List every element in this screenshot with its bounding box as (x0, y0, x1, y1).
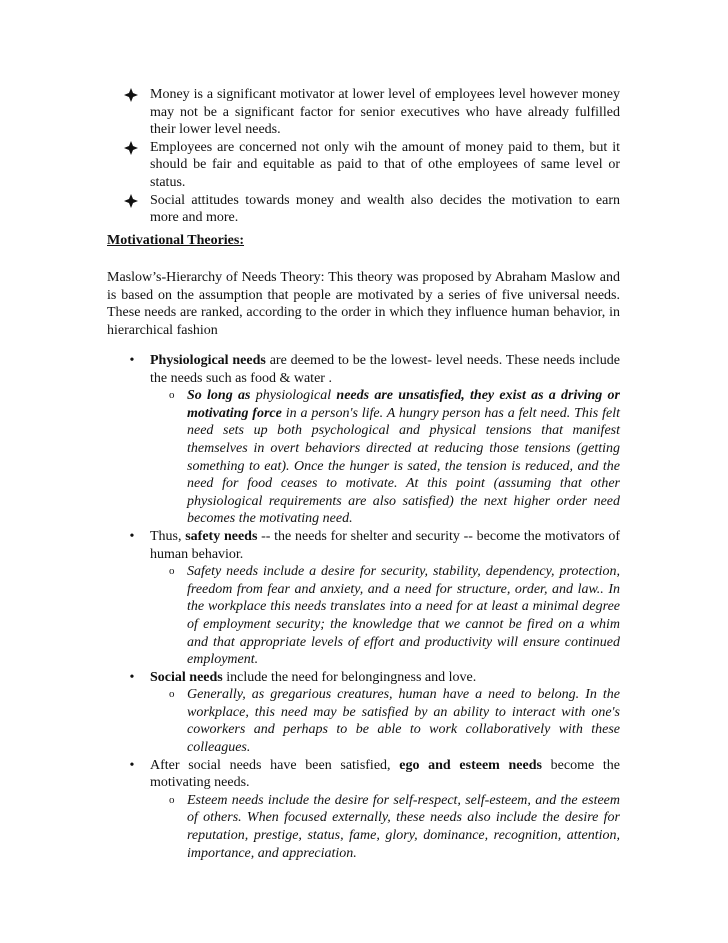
bullet-dot-icon: • (129, 353, 135, 368)
need-lead: After social needs have been satisfied, (150, 757, 400, 773)
bullet-text: Social attitudes towards money and wealth also decides the motivation to earn more and more. (150, 192, 620, 226)
bullet-text: Money is a significant motivator at lower level of employees level however money may not be a significant factor for senior executives who have already fulfilled their lower level needs. (150, 87, 620, 138)
need-item-physiological (121, 352, 620, 387)
circle-bullet-icon: o (169, 565, 175, 578)
need-item-esteem (121, 757, 620, 792)
sub-text: So long as physiological needs are unsatisfied, they exist as a driving or motivating force in a person's life. A hungry person has a felt need. This felt need sets up both psychological and physical tensions that manifest themselves in overt behaviors directed at reducing those tensions (getting something to eat). Once the hunger is sated, the tension is reduced, and the need for food ceases to motivate. At this point (assuming that other physiological requirements are also satisfied) the next higher order need becomes the motivating need. (187, 388, 620, 527)
bullet-dot-icon: • (129, 757, 135, 773)
needs-list (121, 352, 620, 862)
sub-text: Esteem needs include the desire for self-respect, self-esteem, and the esteem of others. When focused externally, these needs also include the desire for reputation, prestige, status, fame, glory, dominance, recognition, attention, importance, and appreciation. (187, 792, 620, 861)
need-bold-term: Social needs (150, 669, 223, 685)
need-rest: -- the needs for shelter and security -- become the motivators of human behavior. (150, 528, 621, 562)
maslow-intro-paragraph: Maslow’s-Hierarchy of Needs Theory: This theory was proposed by Abraham Maslow and is based on the assumption that people are motivated by a series of five universal needs. These needs are ranked, according to the order in which they influence human behavior, in hierarchical fashion (107, 270, 620, 338)
bullet-text: Employees are concerned not only wih the amount of money paid to them, but it should be fair and equitable as paid to that of othe employees of same level or status. (150, 139, 620, 190)
list-item (124, 139, 620, 192)
list-item (124, 86, 620, 139)
need-item-safety (121, 528, 620, 563)
need-bold-term: safety needs (185, 528, 258, 544)
sub-item (121, 792, 620, 862)
bullet-dot-icon: • (129, 528, 135, 544)
diamond-bullet-icon (124, 141, 138, 155)
need-rest: include the need for belongingness and love. (222, 669, 477, 685)
bullet-dot-icon: • (129, 669, 135, 685)
sub-text: Generally, as gregarious creatures, human have a need to belong. In the workplace, this need may be satisfied by an ability to interact with one's coworkers and perhaps to be able to work collaboratively with these colleagues. (187, 687, 620, 756)
sub-item (121, 686, 620, 756)
need-rest: are deemed to be the lowest- level needs. These needs include the needs such as food & water . (150, 353, 620, 386)
list-item (124, 192, 620, 227)
section-heading: Motivational Theories: (107, 233, 245, 248)
circle-bullet-icon: o (169, 389, 175, 402)
circle-bullet-icon: o (169, 793, 175, 806)
sub-item (121, 387, 620, 528)
need-rest: become the motivating needs. (150, 757, 620, 791)
need-bold-term: ego and esteem needs (399, 757, 542, 773)
diamond-bullet-icon (124, 88, 138, 102)
need-bold-term: Physiological needs (150, 353, 266, 368)
circle-bullet-icon: o (169, 688, 175, 701)
need-lead: Thus, (150, 528, 186, 544)
money-bullet-list (124, 86, 620, 227)
need-item-social (121, 669, 620, 687)
sub-item (121, 563, 620, 669)
sub-text: Safety needs include a desire for security, stability, dependency, protection, freedom from fear and anxiety, and a need for structure, order, and law.. In the workplace this needs translates into a need for at least a minimal degree of employment security; the knowledge that we cannot be fired on a whim and that appropriate levels of effort and productivity will ensure continued employment. (187, 564, 620, 668)
diamond-bullet-icon (124, 194, 138, 208)
